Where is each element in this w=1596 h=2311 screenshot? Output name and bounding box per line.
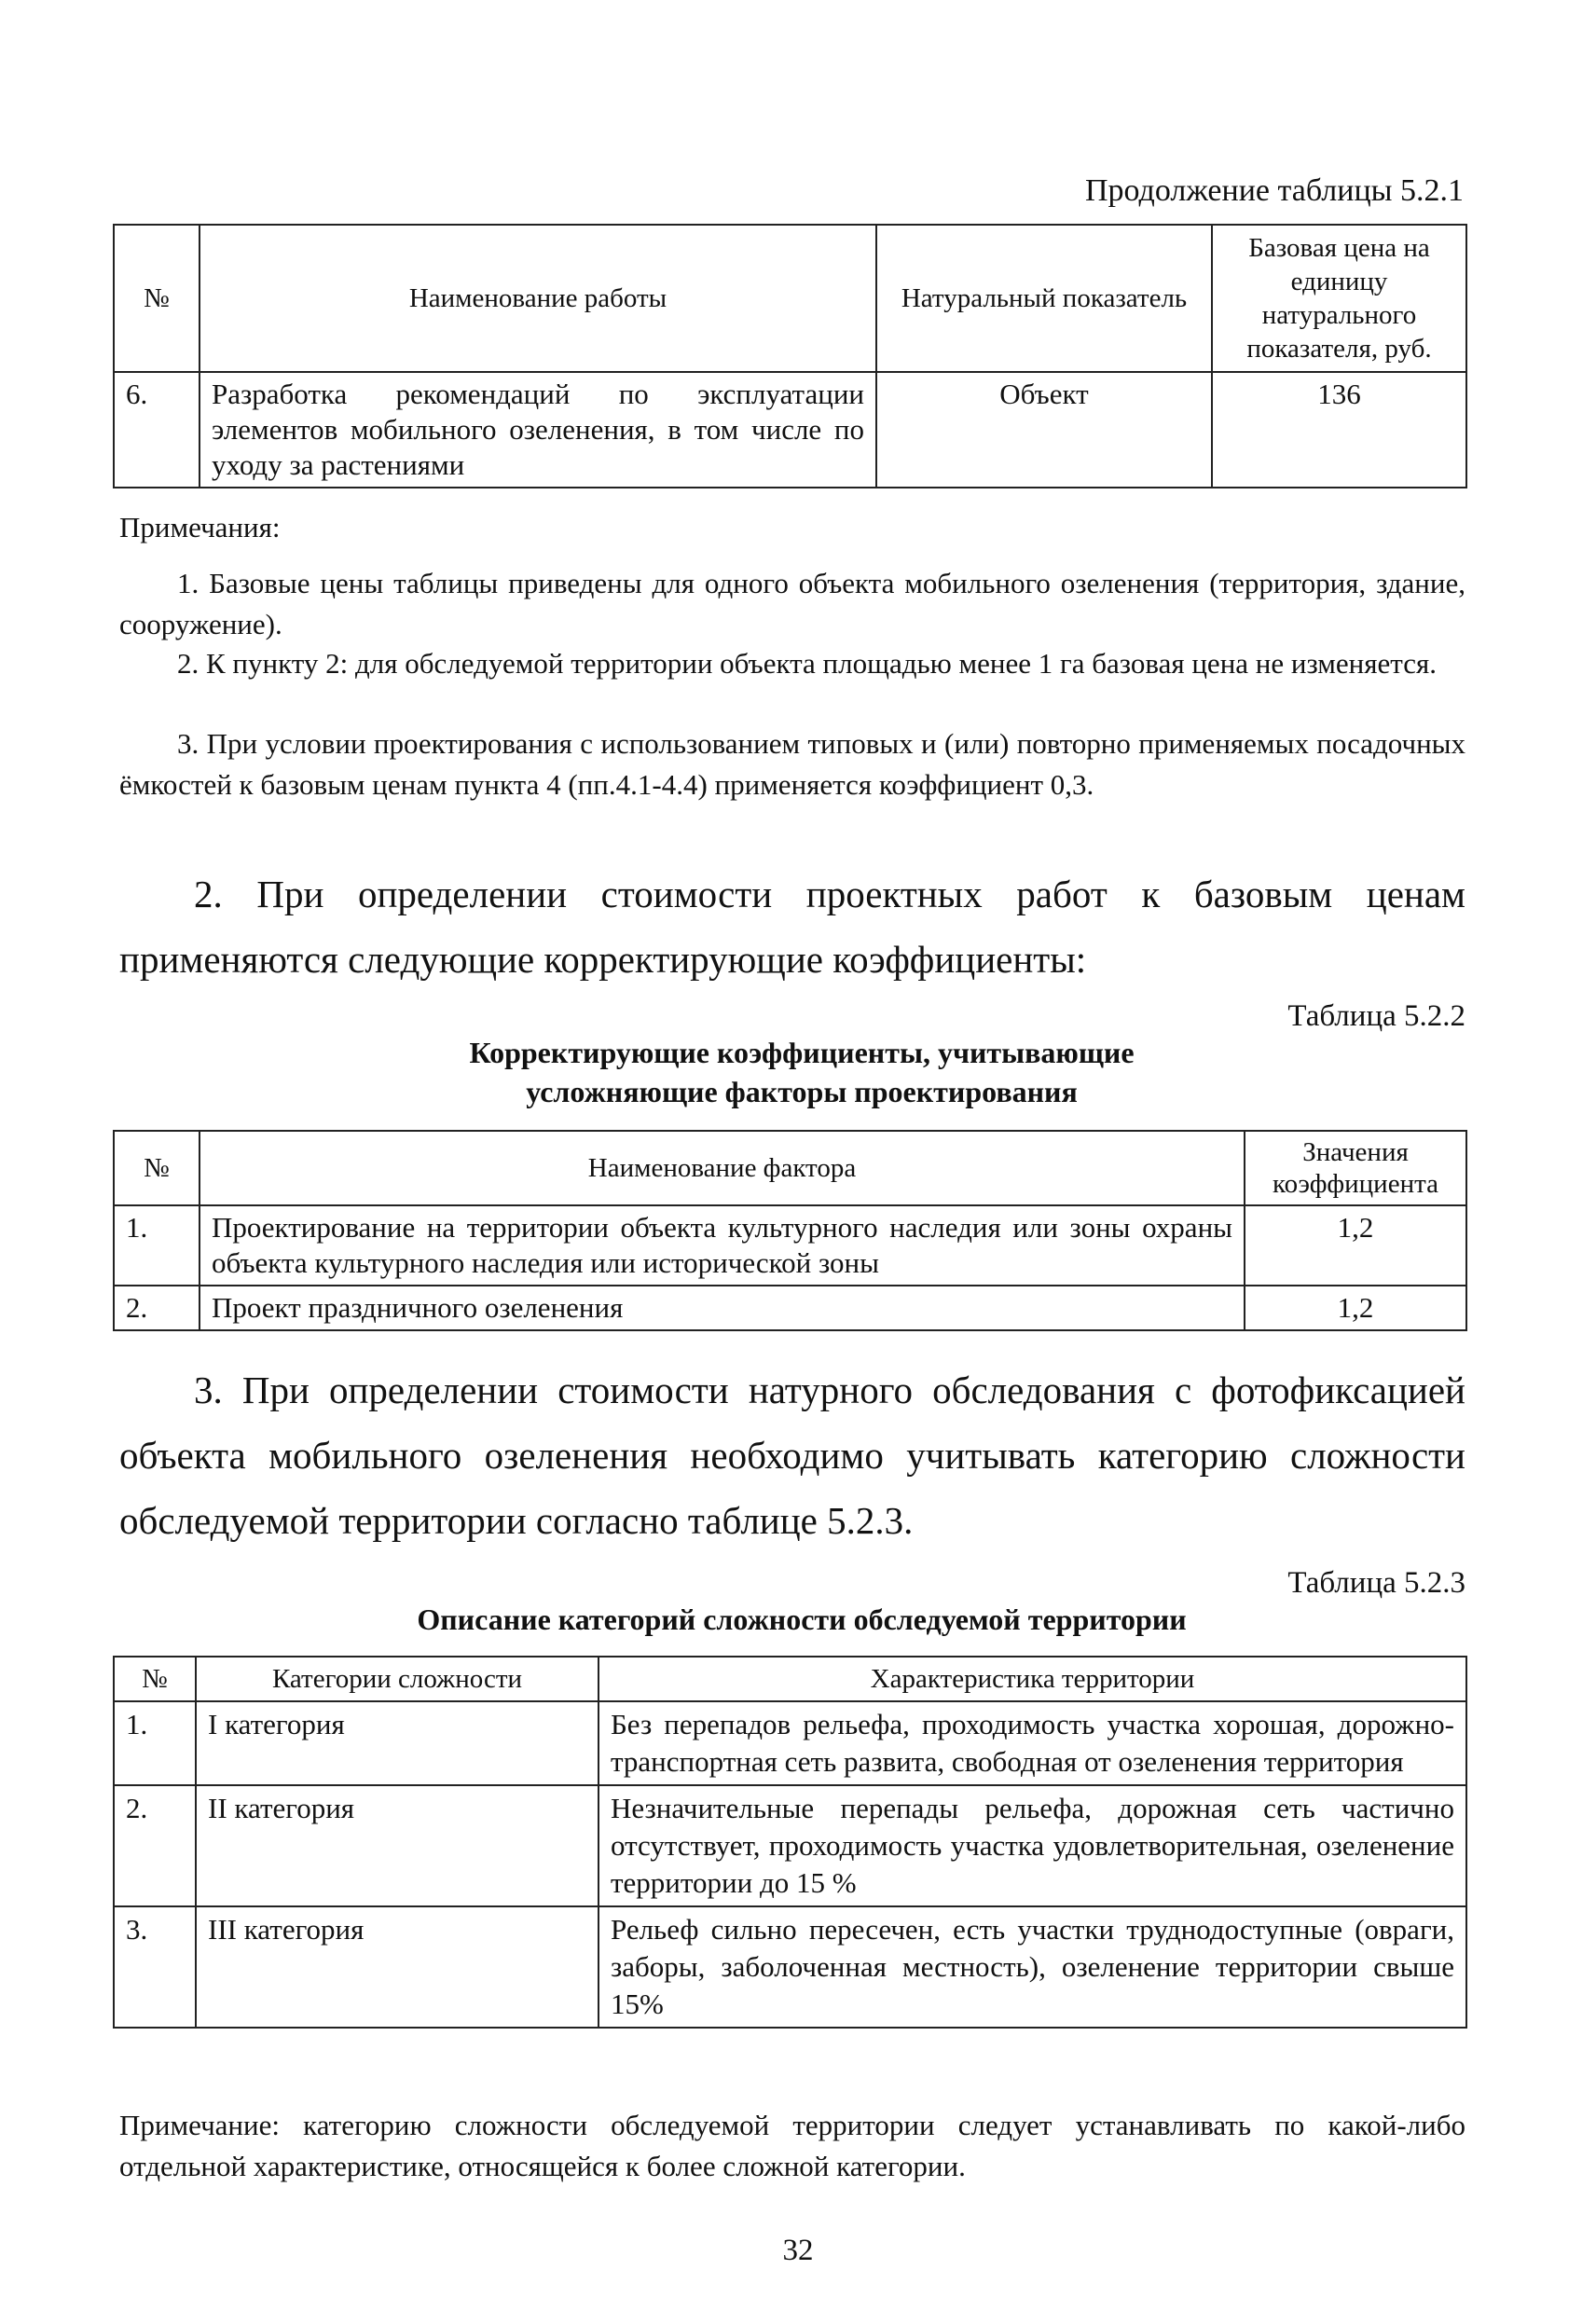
table-row [114,1286,1466,1330]
table-row [114,1785,1466,1906]
row-num: 2. [114,1785,196,1906]
row-price: 136 [1212,372,1466,488]
header-coefficient: Значения коэффициента [1245,1131,1466,1205]
table-5-2-3 [113,1656,1467,2029]
header-factor-name: Наименование фактора [200,1131,1245,1205]
header-base-price: Базовая цена на единицу натурального показателя, руб. [1212,225,1466,372]
title-line: Корректирующие коэффициенты, учитывающие [469,1036,1135,1069]
row-unit: Объект [876,372,1212,488]
row-factor-name: Проект праздничного озеленения [200,1286,1245,1330]
table-5-2-2-label: Таблица 5.2.2 [1287,999,1465,1033]
table-5-2-3-title: Описание категорий сложности обследуемой территории [417,1603,1187,1636]
row-category: III категория [196,1906,598,2028]
row-num: 1. [114,1701,196,1785]
row-factor-name: Проектирование на территории объекта культурного наследия или зоны охраны объекта культурного наследия или исторической зоны [200,1205,1245,1286]
paragraph-2: 2. При определении стоимости проектных работ к базовым ценам применяются следующие корректирующие коэффициенты: [119,873,1465,981]
header-natural-indicator: Натуральный показатель [876,225,1212,372]
row-description: Незначительные перепады рельефа, дорожная сеть частично отсутствует, проходимость участка удовлетворительная, озеленение территории до 15 % [598,1785,1466,1906]
header-work-name: Наименование работы [200,225,876,372]
table-header-row [114,225,1466,372]
row-work-name: Разработка рекомендаций по эксплуатации элементов мобильного озеленения, в том числе по уходу за растениями [200,372,876,488]
row-coefficient: 1,2 [1245,1286,1466,1330]
notes-heading: Примечания: [119,511,281,543]
row-num: 1. [114,1205,200,1286]
table-row [114,1205,1466,1286]
row-coefficient: 1,2 [1245,1205,1466,1286]
title-line: усложняющие факторы проектирования [526,1075,1078,1108]
row-category: II категория [196,1785,598,1906]
header-description: Характеристика территории [598,1657,1466,1701]
row-num: 3. [114,1906,196,2028]
header-num: № [114,1657,196,1701]
row-num: 2. [114,1286,200,1330]
note-item: 2. К пункту 2: для обследуемой территории объекта площадью менее 1 га базовая цена не изменяется. [177,647,1437,680]
table-row [114,1701,1466,1785]
note-item: 1. Базовые цены таблицы приведены для одного объекта мобильного озеленения (территория, здание, сооружение). [119,567,1465,640]
footnote: Примечание: категорию сложности обследуемой территории следует устанавливать по какой-либо отдельной характеристике, относящейся к более сложной категории. [119,2109,1465,2182]
header-num: № [114,225,200,372]
note-item: 3. При условии проектирования с использованием типовых и (или) повторно применяемых посадочных ёмкостей к базовым ценам пункта 4 (пп.4.1-4.4) применяется коэффициент 0,3. [119,727,1465,801]
page-number: 32 [782,2234,814,2267]
table-5-2-2 [113,1130,1467,1331]
header-category: Категории сложности [196,1657,598,1701]
table-continuation-caption: Продолжение таблицы 5.2.1 [1084,173,1464,208]
row-num: 6. [114,372,200,488]
row-category: I категория [196,1701,598,1785]
table-header-row [114,1131,1466,1205]
paragraph-3: 3. При определении стоимости натурного обследования с фотофиксацией объекта мобильного озеленения необходимо учитывать категорию сложности обследуемой территории согласно таблице 5.2.3. [119,1369,1465,1542]
table-header-row [114,1657,1466,1701]
table-5-2-3-label: Таблица 5.2.3 [1287,1566,1465,1600]
row-description: Рельеф сильно пересечен, есть участки труднодоступные (овраги, заборы, заболоченная местность), озеленение территории свыше 15% [598,1906,1466,2028]
table-5-2-1-continuation [113,224,1467,488]
header-num: № [114,1131,200,1205]
table-5-2-2-title [280,1033,1324,1111]
row-description: Без перепадов рельефа, проходимость участка хорошая, дорожно-транспортная сеть развита, свободная от озеленения территория [598,1701,1466,1785]
table-row [114,372,1466,488]
table-row [114,1906,1466,2028]
